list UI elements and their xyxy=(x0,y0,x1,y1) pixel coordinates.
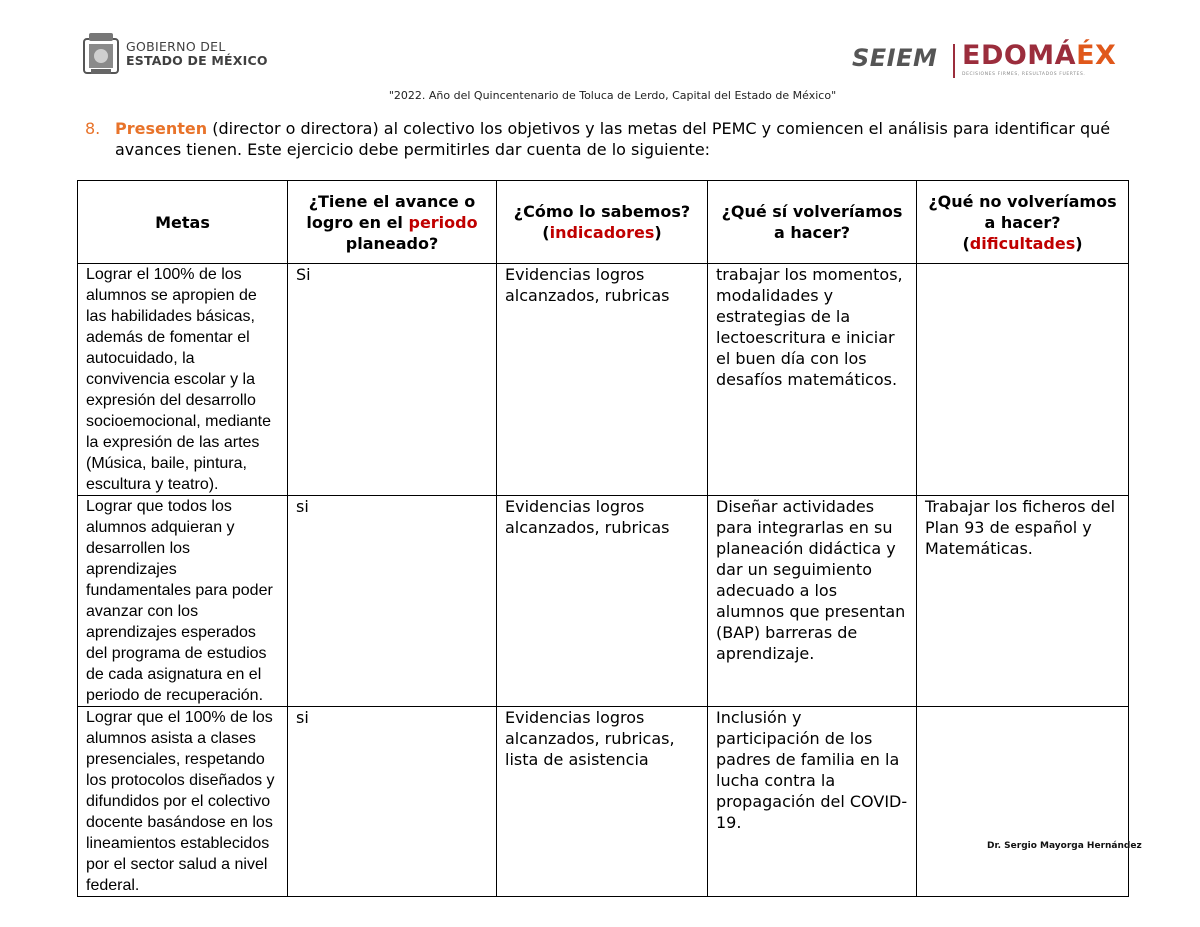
header-avance-label: ¿Tiene el avance o logro en el xyxy=(306,191,476,232)
header-si-volveriamos xyxy=(708,181,917,264)
edomex-logo xyxy=(962,42,1116,77)
cell-avance: si xyxy=(288,707,497,897)
cell-avance: Si xyxy=(288,264,497,496)
table-row xyxy=(78,496,1129,707)
seiem-logo: SEIEM xyxy=(852,44,938,72)
cell-no-volveriamos: Trabajar los ficheros del Plan 93 de español y Matemáticas. xyxy=(917,496,1129,707)
cell-si-volveriamos: Inclusión y participación de los padres de familia en la lucha contra la propagación del COVID-19. xyxy=(708,707,917,897)
header-no-volveriamos: ¿Qué no volveríamos a hacer? (dificultades) xyxy=(917,181,1129,264)
cell-como: Evidencias logros alcanzados, rubricas xyxy=(497,264,708,496)
cell-meta: Lograr que todos los alumnos adquieran y desarrollen los aprendizajes fundamentales para poder avanzar con los aprendizajes esperados del programa de estudios de cada asignatura en el periodo de recuperación. xyxy=(78,496,288,707)
cell-como: Evidencias logros alcanzados, rubricas, lista de asistencia xyxy=(497,707,708,897)
instruction-paragraph xyxy=(85,118,1125,160)
instruction-text: (director o directora) al colectivo los objetivos y las metas del PEMC y comiencen el análisis para identificar qué avances tienen. Este ejercicio debe permitirles dar cuenta de lo siguiente: xyxy=(115,119,1111,159)
table-header-row xyxy=(78,181,1129,264)
gov-name-line1: GOBIERNO DEL xyxy=(126,39,226,54)
cell-meta: Lograr que el 100% de los alumnos asista a clases presenciales, respetando los protocolos diseñados y difundidos por el colectivo docente basándose en los lineamientos establecidos por el sector salud a nivel federal. xyxy=(78,707,288,897)
state-seal-icon xyxy=(82,31,120,77)
cell-avance: si xyxy=(288,496,497,707)
pemc-analysis-table xyxy=(77,180,1129,897)
cell-no-volveriamos xyxy=(917,707,1129,897)
instruction-number: 8. xyxy=(85,119,101,138)
header-no-volveriamos-label: ¿Qué no volveríamos a hacer? xyxy=(928,191,1117,232)
edomex-word-main: EDOMÁ xyxy=(962,40,1077,71)
header-avance-label-end: planeado? xyxy=(345,233,439,253)
header-como-label: ¿Cómo lo sabemos? xyxy=(513,202,691,221)
logo-divider xyxy=(953,44,955,78)
table-row xyxy=(78,707,1129,897)
year-motto: "2022. Año del Quincentenario de Toluca de Lerdo, Capital del Estado de México" xyxy=(388,89,837,102)
instruction-keyword: Presenten xyxy=(115,119,208,138)
cell-si-volveriamos: trabajar los momentos, modalidades y estrategias de la lectoescritura e iniciar el buen día con los desafíos matemáticos. xyxy=(708,264,917,496)
cell-como: Evidencias logros alcanzados, rubricas xyxy=(497,496,708,707)
edomex-tagline: DECISIONES FIRMES, RESULTADOS FUERTES. xyxy=(962,72,1086,77)
cell-si-volveriamos: Diseñar actividades para integrarlas en su planeación didáctica y dar un seguimiento adecuado a los alumnos que presentan (BAP) barreras de aprendizaje. xyxy=(708,496,917,707)
header-metas xyxy=(78,181,288,264)
header-no-volveriamos-highlight: dificultades xyxy=(969,233,1076,253)
cell-meta: Lograr el 100% de los alumnos se apropien de las habilidades básicas, además de fomentar el autocuidado, la convivencia escolar y la expresión del desarrollo socioemocional, mediante la expresión de las artes (Música, baile, pintura, escultura y teatro). xyxy=(78,264,288,496)
header-si-volveriamos-label: ¿Qué sí volveríamos a hacer? xyxy=(721,202,903,242)
header-como-highlight: indicadores xyxy=(549,223,655,242)
header-avance-highlight: periodo xyxy=(408,212,478,232)
table-row xyxy=(78,264,1129,496)
gov-name-line2: ESTADO DE MÉXICO xyxy=(126,53,268,68)
gobierno-edomex-logo xyxy=(82,30,268,78)
header-metas-label: Metas xyxy=(155,212,210,232)
header-como: ¿Cómo lo sabemos? (indicadores) xyxy=(497,181,708,264)
edomex-word-accent: ÉX xyxy=(1076,40,1117,71)
cell-no-volveriamos xyxy=(917,264,1129,496)
header-avance xyxy=(288,181,497,264)
author-footer: Dr. Sergio Mayorga Hernández xyxy=(987,841,1142,851)
